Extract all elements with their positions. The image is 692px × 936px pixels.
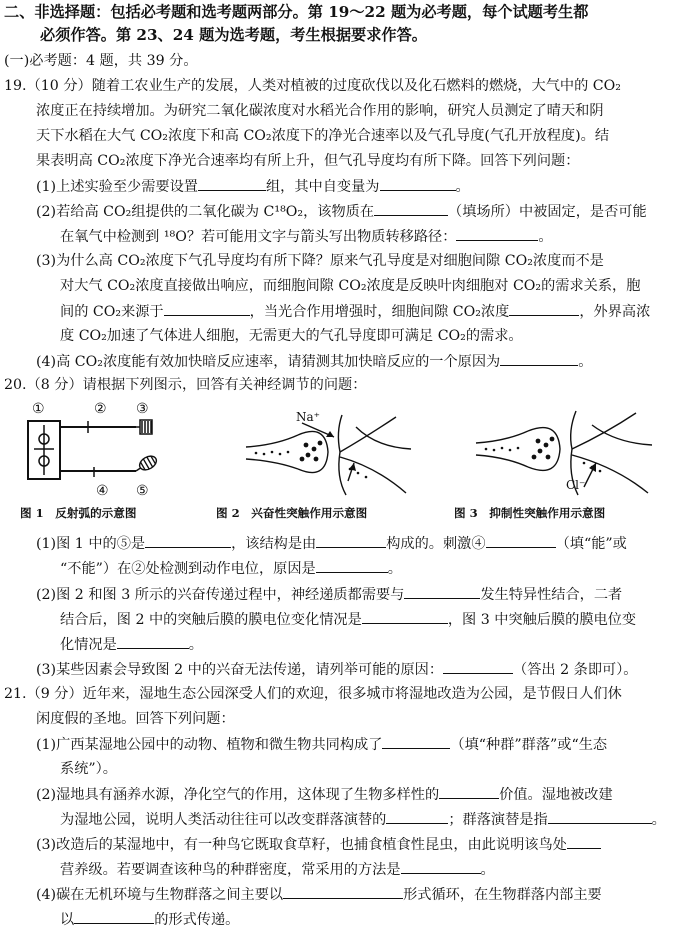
q20-part1-text-e: “不能”）在②处检测到动作电位，原因是 bbox=[60, 561, 316, 577]
figure3-cl-label: Cl⁻ bbox=[566, 478, 586, 492]
q21-blank-succession-def[interactable] bbox=[548, 809, 652, 824]
q19-part1-text-a: (1)上述实验至少需要设置 bbox=[36, 179, 198, 195]
q19-part2 bbox=[36, 201, 647, 222]
q20-blank-composition[interactable] bbox=[316, 533, 386, 548]
q21-part3-cont bbox=[60, 859, 495, 880]
q20-part2-text-a: (2)图 2 和图 3 所示的兴奋传递过程中，神经递质都需要与 bbox=[36, 587, 405, 603]
q19-line2: 浓度正在持续增加。为研究二氧化碳浓度对水稻光合作用的影响，研究人员测定了晴天和阴 bbox=[36, 103, 604, 119]
q20-part2-text-d: ，图 3 中突触后膜的膜电位变 bbox=[447, 612, 637, 628]
q21-part2-text-c: 为湿地公园，说明人类活动往往可以改变群落演替的 bbox=[60, 812, 387, 828]
q21-blank-value[interactable] bbox=[439, 784, 499, 799]
q21-part2 bbox=[36, 784, 613, 805]
q19-blank-variable[interactable] bbox=[380, 176, 456, 191]
q19-part2-text-c: 在氧气中检测到 ¹⁸O？若可能用文字与箭头写出物质转移路径： bbox=[60, 229, 457, 245]
q20-part2-cont2 bbox=[60, 634, 203, 655]
q19-part3-text-d: ，当光合作用增强时，细胞间隙 CO₂浓度 bbox=[249, 304, 510, 320]
figure1-caption: 图 1 反射弧的示意图 bbox=[20, 506, 137, 520]
q19-blank-groups[interactable] bbox=[198, 176, 266, 191]
q19-part2-text-b: （填场所）中被固定，是否可能 bbox=[448, 204, 647, 220]
q21-blank-method[interactable] bbox=[401, 859, 481, 874]
q20-part1-cont bbox=[60, 558, 402, 579]
q19-part4-text-a: (4)高 CO₂浓度能有效加快暗反应速率，请猜测其加快暗反应的一个原因为 bbox=[36, 354, 501, 370]
q20-part2-text-e: 化情况是 bbox=[60, 637, 117, 653]
q21-part1-text-b: （填“种群”群落”或“生态 bbox=[450, 737, 608, 753]
q21-part1 bbox=[36, 734, 607, 755]
q20-part3-text-b: （答出 2 条即可）。 bbox=[513, 662, 638, 678]
figure1-reflex-arc bbox=[18, 397, 238, 503]
q21-blank-community[interactable] bbox=[382, 734, 450, 749]
q20-blank-causes[interactable] bbox=[443, 659, 513, 674]
q21-part1-cont: 系统”）。 bbox=[60, 761, 117, 777]
subsection-title: (一)必考题：4 题，共 39 分。 bbox=[4, 53, 198, 69]
q19-line4: 果表明高 CO₂浓度下净光合速率均有所上升，但气孔导度均有所下降。回答下列问题： bbox=[36, 153, 580, 169]
q20-part1-text-b: ，该结构是由 bbox=[231, 536, 317, 552]
q20-part2-text-b: 发生特异性结合，二者 bbox=[480, 587, 623, 603]
figure1-label-4: ④ bbox=[96, 483, 109, 499]
q19-line3: 天下水稻在大气 CO₂浓度下和高 CO₂浓度下的净光合速率以及气孔导度(气孔开放程度)。结 bbox=[36, 128, 610, 144]
q19-part3-line3 bbox=[60, 301, 650, 322]
q19-part3-line4: 度 CO₂加速了气体进人细胞，无需更大的气孔导度即可满足 CO₂的需求。 bbox=[60, 328, 523, 344]
q19-part1-text-b: 组，其中自变量为 bbox=[265, 179, 380, 195]
q21-part1-text-a: (1)广西某湿地公园中的动物、植物和微生物共同构成了 bbox=[36, 737, 383, 753]
q21-blank-trophic-level[interactable] bbox=[567, 834, 601, 849]
figure2-excitatory-synapse bbox=[236, 397, 426, 503]
q19-part3-text-e: ，外界高浓 bbox=[579, 304, 651, 320]
q21-part2-text-e: 。 bbox=[651, 812, 666, 828]
q19-part3-line1: (3)为什么高 CO₂浓度下气孔导度均有所下降？原来气孔导度是对细胞间隙 CO₂浓度而不是 bbox=[36, 253, 604, 269]
q21-line1: 21.（9 分）近年来，湿地生态公园深受人们的欢迎，很多城市将湿地改造为公园，是节假日人们休 bbox=[4, 686, 622, 702]
q20-blank-can-detect[interactable] bbox=[486, 533, 556, 548]
q21-part2-text-b: 价值。湿地被改建 bbox=[499, 787, 613, 803]
q20-part3 bbox=[36, 659, 637, 680]
figure1-label-2: ② bbox=[94, 401, 107, 417]
q20-part1-text-a: (1)图 1 中的⑤是 bbox=[36, 536, 146, 552]
q20-part2-text-c: 结合后，图 2 中的突触后膜的膜电位变化情况是 bbox=[60, 612, 362, 628]
neural-figures bbox=[18, 397, 678, 525]
q19-part2-text-d: 。 bbox=[538, 229, 553, 245]
q19-blank-co2-change[interactable] bbox=[509, 301, 579, 316]
q19-part2-text-a: (2)若给高 CO₂组提供的二氧化碳为 C¹⁸O₂，该物质在 bbox=[36, 204, 375, 220]
section-title-line1: 二、非选择题：包括必考题和选考题两部分。第 19～22 题为必考题，每个试题考生都 bbox=[4, 3, 589, 21]
q19-part1-text-c: 。 bbox=[455, 179, 470, 195]
q19-part4 bbox=[36, 351, 592, 372]
q21-part3-text-b: 营养级。若要调查该种鸟的种群密度，常采用的方法是 bbox=[60, 862, 401, 878]
q21-blank-carbon-internal[interactable] bbox=[74, 909, 154, 924]
q19-blank-dark-reaction[interactable] bbox=[500, 351, 578, 366]
q20-part1 bbox=[36, 533, 627, 554]
q19-line1: 19.（10 分）随着工农业生产的发展，人类对植被的过度砍伐以及化石燃料的燃烧，大气中的 CO₂ bbox=[4, 78, 621, 94]
q21-part2-text-a: (2)湿地具有涵养水源，净化空气的作用，这体现了生物多样性的 bbox=[36, 787, 440, 803]
q21-part3-text-a: (3)改造后的某湿地中，有一种鸟它既取食草籽，也捕食植食性昆虫，由此说明该鸟处 bbox=[36, 837, 567, 853]
q20-blank-structure[interactable] bbox=[145, 533, 231, 548]
figure3-inhibitory-synapse bbox=[466, 397, 666, 503]
q21-part4-cont bbox=[60, 909, 239, 930]
q20-blank-fig3-potential[interactable] bbox=[117, 634, 189, 649]
q19-part2-cont bbox=[60, 226, 553, 247]
q19-part3-line2: 对大气 CO₂浓度直接做出响应，而细胞间隙 CO₂浓度是反映叶肉细胞对 CO₂的需求关系，胞 bbox=[60, 278, 641, 294]
q20-part2 bbox=[36, 584, 622, 605]
q20-line1: 20.（8 分）请根据下列图示，回答有关神经调节的问题： bbox=[4, 377, 367, 393]
q21-line2: 闲度假的圣地。回答下列问题： bbox=[36, 711, 235, 727]
q21-blank-succession-aspect[interactable] bbox=[386, 809, 448, 824]
figure1-label-3: ③ bbox=[136, 401, 149, 417]
q20-part2-text-f: 。 bbox=[188, 637, 203, 653]
q21-part3 bbox=[36, 834, 601, 855]
q21-part4 bbox=[36, 884, 602, 905]
q20-blank-receptor[interactable] bbox=[404, 584, 480, 599]
q19-part1 bbox=[36, 176, 470, 197]
figure1-label-1: ① bbox=[32, 401, 45, 417]
q20-part2-cont bbox=[60, 609, 636, 630]
figure1-label-5: ⑤ bbox=[136, 483, 149, 499]
q19-blank-co2-source[interactable] bbox=[164, 301, 250, 316]
figure3-caption: 图 3 抑制性突触作用示意图 bbox=[454, 506, 606, 520]
q20-part3-text-a: (3)某些因素会导致图 2 中的兴奋无法传递，请列举可能的原因： bbox=[36, 662, 444, 678]
q21-part4-text-c: 以 bbox=[60, 912, 75, 928]
figure2-caption: 图 2 兴奋性突触作用示意图 bbox=[216, 506, 368, 520]
q20-blank-reason[interactable] bbox=[316, 558, 388, 573]
section-title-line2: 必须作答。第 23、24 题为选考题，考生根据要求作答。 bbox=[40, 26, 427, 44]
q21-part2-text-d: ；群落演替是指 bbox=[448, 812, 548, 828]
q20-blank-fig2-potential[interactable] bbox=[362, 609, 448, 624]
q19-part3-text-c: 间的 CO₂来源于 bbox=[60, 304, 164, 320]
figure2-na-label: Na⁺ bbox=[296, 410, 320, 424]
q21-part4-text-d: 的形式传递。 bbox=[154, 912, 240, 928]
q21-part3-text-c: 。 bbox=[480, 862, 495, 878]
q19-blank-transfer-path[interactable] bbox=[456, 226, 538, 241]
q21-part2-cont bbox=[60, 809, 666, 830]
q19-part4-text-b: 。 bbox=[578, 354, 593, 370]
q20-part1-text-d: （填“能”或 bbox=[555, 536, 627, 552]
q21-part4-text-a: (4)碳在无机环境与生物群落之间主要以 bbox=[36, 887, 284, 903]
q20-part1-text-f: 。 bbox=[387, 561, 402, 577]
q19-blank-fixation-site[interactable] bbox=[374, 201, 448, 216]
q20-part1-text-c: 构成的。刺激④ bbox=[386, 536, 486, 552]
q21-blank-carbon-form[interactable] bbox=[283, 884, 403, 899]
q21-part4-text-b: 形式循环，在生物群落内部主要 bbox=[403, 887, 602, 903]
